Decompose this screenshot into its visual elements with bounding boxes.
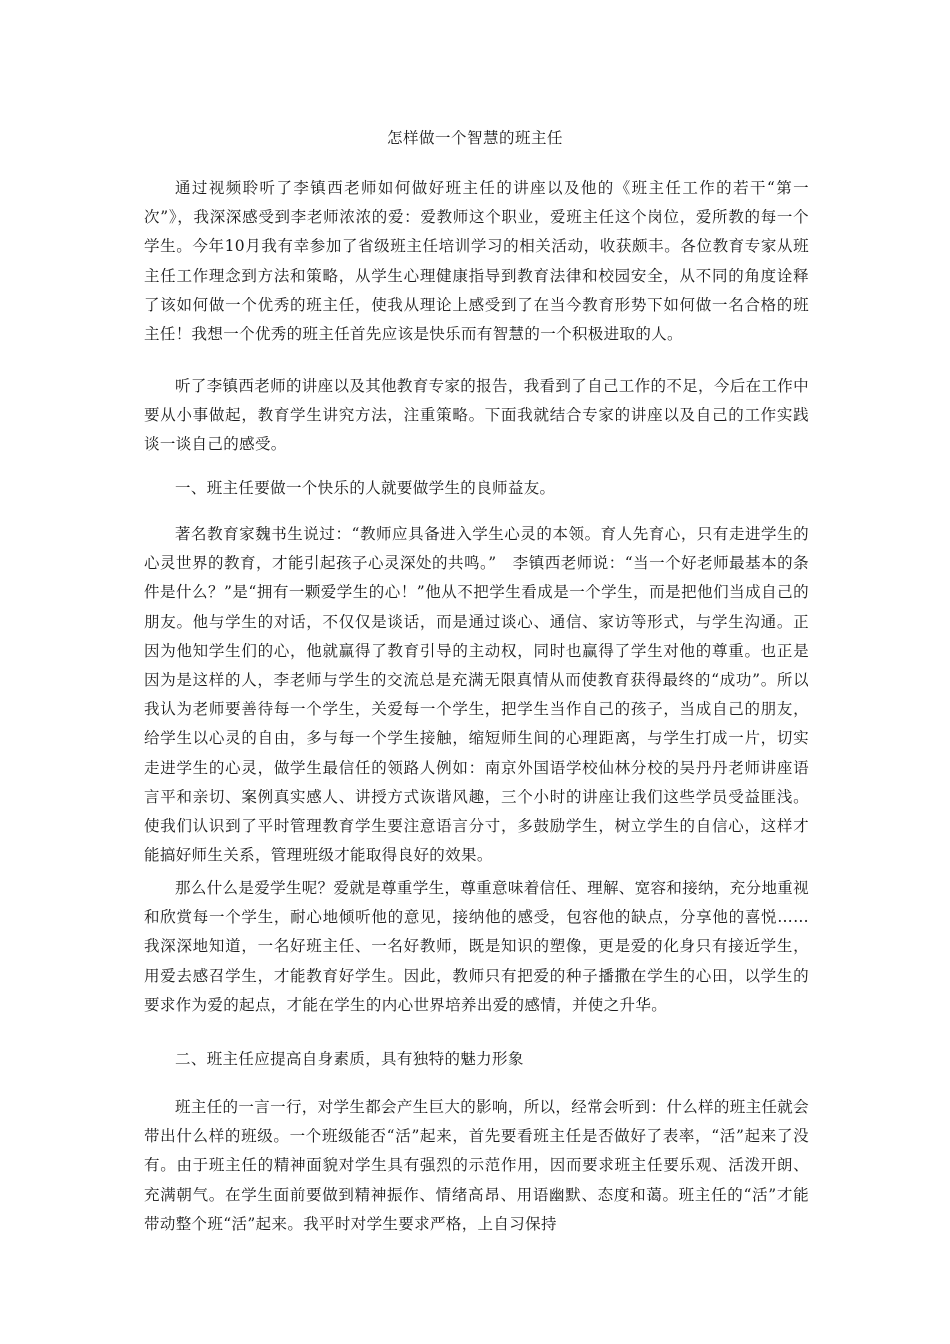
document-title: 怎样做一个智慧的班主任	[386, 129, 563, 147]
paragraph-4: 那么什么是爱学生呢？爱就是尊重学生，尊重意味着信任、理解、宽容和接纳，充分地重视和欣赏每一个学生，耐心地倾听他的意见，接纳他的感受，包容他的缺点，分享他的喜悦……我深深地知道，一名好班主任、一名好教师，既是知识的塑像，更是爱的化身只有接近学生，用爱去感召学生，才能教育好学生。因此，教师只有把爱的种子播撒在学生的心田，以学生的要求作为爱的起点，才能在学生的内心世界培养出爱的感情，并使之升华。	[144, 879, 810, 1014]
paragraph-3: 著名教育家魏书生说过：“教师应具备进入学生心灵的本领。育人先育心，只有走进学生的心灵世界的教育，才能引起孩子心灵深处的共鸣。” 李镇西老师说：“当一个好老师最基本的条件是什么？”是“拥有一颗爱学生的心！”他从不把学生看成是一个学生，而是把他们当成自己的朋友。他与学生的对话，不仅仅是谈话，而是通过谈心、通信、家访等形式，与学生沟通。正因为他知学生们的心，他就赢得了教育引导的主动权，同时也赢得了学生对他的尊重。也正是因为是这样的人，李老师与学生的交流总是充满无限真情从而使教育获得最终的“成功”。所以我认为老师要善待每一个学生，关爱每一个学生，把学生当作自己的孩子，当成自己的朋友，给学生以心灵的自由，多与每一个学生接触，缩短师生间的心理距离，与学生打成一片，切实走进学生的心灵，做学生最信任的领路人例如：南京外国语学校仙林分校的吴丹丹老师讲座语言平和亲切、案例真实感人、讲授方式诙谐风趣，三个小时的讲座让我们这些学员受益匪浅。使我们认识到了平时管理教育学生要注意语言分寸，多鼓励学生，树立学生的自信心，这样才能搞好师生关系，管理班级才能取得良好的效果。	[144, 525, 809, 865]
paragraph-5: 班主任的一言一行，对学生都会产生巨大的影响，所以，经常会听到：什么样的班主任就会带出什么样的班级。一个班级能否“活”起来，首先要看班主任是否做好了表率，“活”起来了没有。由于班主任的精神面貌对学生具有强烈的示范作用，因而要求班主任要乐观、活泼开朗、充满朝气。在学生面前要做到精神振作、情绪高昂、用语幽默、态度和蔼。班主任的“活”才能带动整个班“活”起来。我平时对学生要求严格，上自习保持	[144, 1098, 810, 1233]
paragraph-2: 听了李镇西老师的讲座以及其他教育专家的报告，我看到了自己工作的不足，今后在工作中要从小事做起，教育学生讲究方法，注重策略。下面我就结合专家的讲座以及自己的工作实践谈一谈自己的感受。	[144, 377, 810, 454]
paragraph-1: 通过视频聆听了李镇西老师如何做好班主任的讲座以及他的《班主任工作的若干“第一次”》，我深深感受到李老师浓浓的爱：爱教师这个职业，爱班主任这个岗位，爱所教的每一个学生。今年10月我有幸参加了省级班主任培训学习的相关活动，收获颇丰。各位教育专家从班主任工作理念到方法和策略，从学生心理健康指导到教育法律和校园安全，从不同的角度诠释了该如何做一个优秀的班主任，使我从理论上感受到了在当今教育形势下如何做一名合格的班主任！我想一个优秀的班主任首先应该是快乐而有智慧的一个积极进取的人。	[144, 179, 809, 344]
section-heading-1: 一、班主任要做一个快乐的人就要做学生的良师益友。	[175, 479, 556, 497]
section-heading-2: 二、班主任应提高自身素质，具有独特的魅力形象	[175, 1050, 524, 1068]
